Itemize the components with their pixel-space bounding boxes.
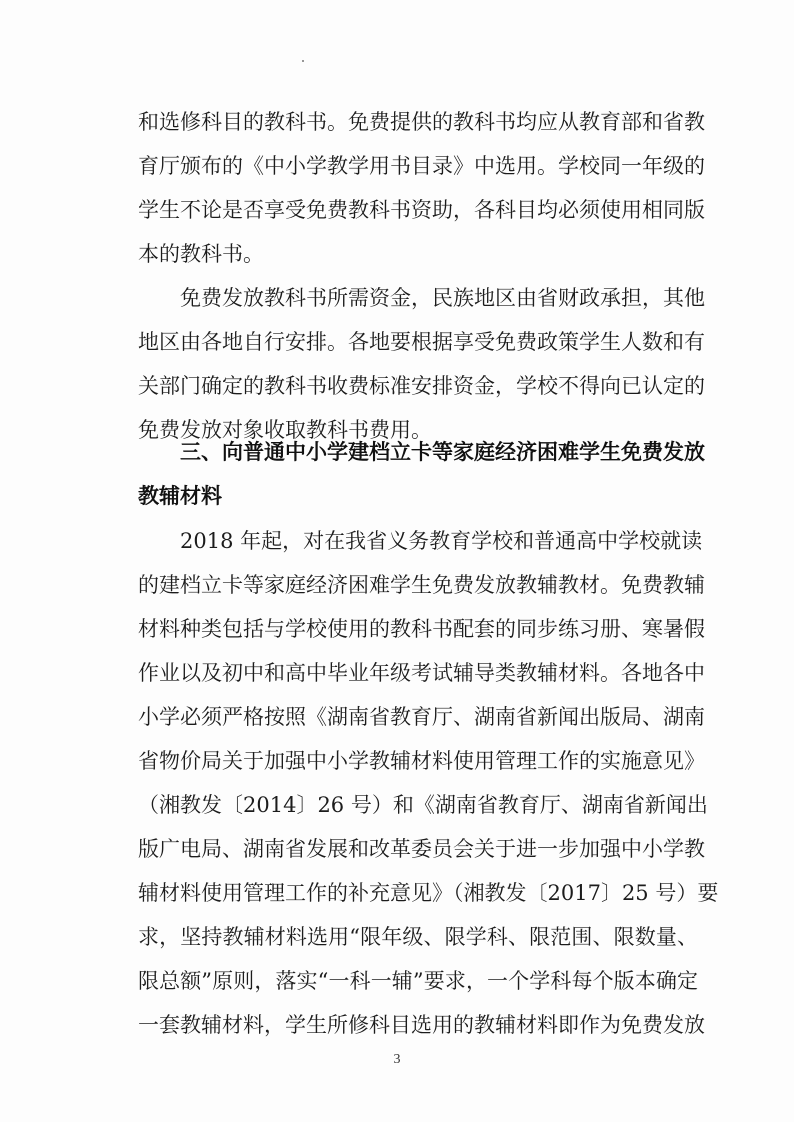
section-heading-continued: 教辅材料 — [138, 484, 222, 508]
section-heading: 三、向普通中小学建档立卡等家庭经济困难学生免费发放 — [180, 440, 705, 464]
paragraph-line: 免费发放对象收取教科书费用。 — [138, 418, 432, 442]
paragraph-line: 材料种类包括与学校使用的教科书配套的同步练习册、寒暑假 — [138, 617, 705, 641]
paragraph-line: 求，坚持教辅材料选用“限年级、限学科、限范围、限数量、 — [138, 925, 698, 949]
paragraph-line: （湘教发〔2014〕26 号）和《湖南省教育厅、湖南省新闻出 — [138, 793, 708, 817]
paragraph-line: 的建档立卡等家庭经济困难学生免费发放教辅教材。免费教辅 — [138, 573, 705, 597]
paragraph-line: 一套教辅材料，学生所修科目选用的教辅材料即作为免费发放 — [138, 1013, 705, 1037]
paragraph-line: 育厅颁布的《中小学教学用书目录》中选用。学校同一年级的 — [138, 154, 705, 178]
paragraph-line: 版广电局、湖南省发展和改革委员会关于进一步加强中小学教 — [138, 837, 705, 861]
paragraph-line: 限总额”原则，落实“一科一辅”要求，一个学科每个版本确定 — [138, 969, 698, 993]
paragraph-line: 作业以及初中和高中毕业年级考试辅导类教辅材料。各地各中 — [138, 661, 705, 685]
paragraph-line: 关部门确定的教科书收费标准安排资金，学校不得向已认定的 — [138, 374, 705, 398]
paragraph-line: 本的教科书。 — [138, 242, 264, 266]
paragraph-line: 和选修科目的教科书。免费提供的教科书均应从教育部和省教 — [138, 110, 705, 134]
scan-speck — [302, 60, 304, 62]
page-number: 3 — [393, 1052, 401, 1067]
paragraph-line: 免费发放教科书所需资金，民族地区由省财政承担，其他 — [180, 286, 705, 310]
paragraph-line: 学生不论是否享受免费教科书资助，各科目均必须使用相同版 — [138, 198, 705, 222]
paragraph-line: 辅材料使用管理工作的补充意见》（湘教发〔2017〕25 号）要 — [138, 881, 719, 905]
paragraph-line: 小学必须严格按照《湖南省教育厅、湖南省新闻出版局、湖南 — [138, 705, 705, 729]
paragraph-line: 地区由各地自行安排。各地要根据享受免费政策学生人数和有 — [138, 330, 705, 354]
paragraph-line: 省物价局关于加强中小学教辅材料使用管理工作的实施意见》 — [138, 749, 705, 773]
paragraph-line: 2018 年起，对在我省义务教育学校和普通高中学校就读 — [180, 529, 703, 553]
